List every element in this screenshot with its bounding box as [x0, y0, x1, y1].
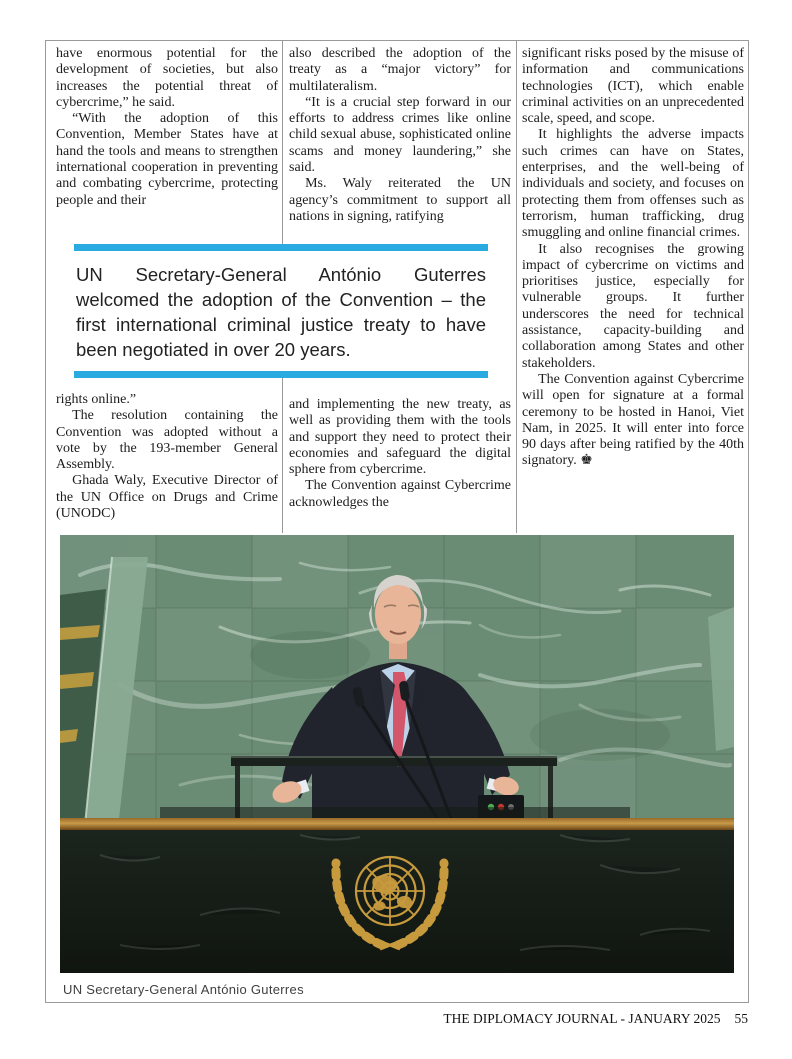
pull-quote-text: UN Secretary-General António Guterres welcomed the adoption of the Convention – the first international criminal justice treaty to have been negotiated in over 20 years.: [76, 264, 486, 360]
paragraph: have enormous potential for the development of societies, but also increases the potential threat of cybercrime,” he said.: [56, 46, 278, 110]
column-rule-2: [516, 41, 517, 533]
page-frame: [45, 40, 749, 1003]
paragraph: “With the adoption of this Convention, Member States have at hand the tools and means to strengthen international cooperation in preventing and combating cybercrime, protecting people and their: [56, 111, 278, 208]
column-1-bottom: [56, 392, 278, 522]
column-3: [522, 46, 744, 470]
paragraph: The resolution containing the Convention was adopted without a vote by the 193-member General Assembly.: [56, 408, 278, 473]
paragraph: It highlights the adverse impacts such crimes can have on States, enterprises, and the well-being of individuals and society, and focuses on protecting them from offenses such as terrorism, human trafficking, drug smuggling and online financial crimes.: [522, 127, 744, 241]
photo-caption: UN Secretary-General António Guterres: [63, 982, 304, 997]
paragraph: also described the adoption of the treaty as a “major victory” for multilateralism.: [289, 46, 511, 94]
pull-quote: [74, 244, 488, 378]
footer: [443, 1011, 748, 1027]
paragraph: significant risks posed by the misuse of information and communications technologies (ICT), which enable criminal activities on an unprecedented scale, speed, and scope.: [522, 46, 744, 127]
paragraph: rights online.”: [56, 392, 137, 407]
photo-illustration: [60, 535, 734, 973]
column-2-top: [289, 46, 511, 225]
paragraph: It also recognises the growing impact of cybercrime on victims and prioritises justice, especially for vulnerable groups. It further underscores the need for technical assistance, capacity-building and collaboration among States and other stakeholders.: [522, 241, 744, 371]
pull-quote-top-bar: [74, 244, 488, 251]
paragraph: and implementing the new treaty, as well as providing them with the tools and support they need to protect their economies and safeguard the digital sphere from cybercrime.: [289, 397, 511, 478]
paragraph: The Convention against Cybercrime acknowledges the: [289, 478, 511, 510]
footer-page-number: 55: [734, 1011, 748, 1026]
paragraph: The Convention against Cybercrime will open for signature at a formal ceremony to be hosted in Hanoi, Viet Nam, in 2025. It will enter into force 90 days after being ratified by the 40th signatory. ♚: [522, 371, 744, 469]
paragraph: Ms. Waly reiterated the UN agency’s commitment to support all nations in signing, ratifying: [289, 176, 511, 224]
wood-trim: [60, 818, 734, 830]
pull-quote-bottom-bar: [74, 371, 488, 378]
footer-journal-title: THE DIPLOMACY JOURNAL - JANUARY 2025: [443, 1011, 721, 1026]
column-1-top: [56, 46, 278, 209]
speaker-head: [375, 584, 421, 644]
paragraph: “It is a crucial step forward in our efforts to address crimes like online child sexual abuse, sophisticated online scams and money laundering,” she said.: [289, 94, 511, 176]
photo-un-secretary-general: [60, 535, 734, 973]
column-2-bottom: [289, 397, 511, 511]
paragraph: Ghada Waly, Executive Director of the UN Office on Drugs and Crime (UNODC): [56, 473, 278, 522]
